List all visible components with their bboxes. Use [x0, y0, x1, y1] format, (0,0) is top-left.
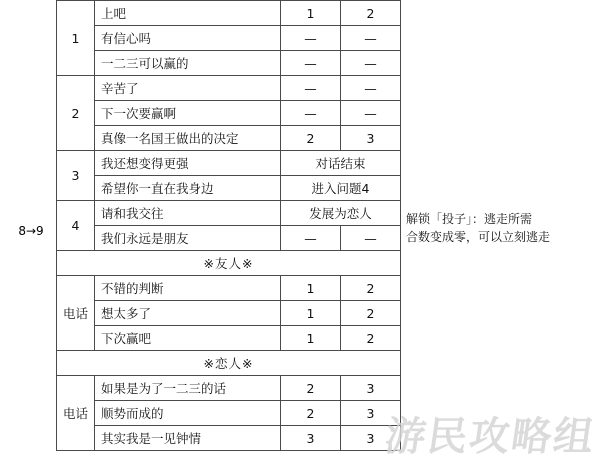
dialogue-options-table: [56, 0, 401, 451]
table-row: [57, 376, 401, 401]
option-text: 下一次要赢啊: [95, 101, 281, 126]
table-row: [57, 126, 401, 151]
stage-range-label: 8→9: [18, 224, 44, 238]
option-text: 真像一名国王做出的决定: [95, 126, 281, 151]
group-label: 电话: [57, 276, 95, 351]
unlock-note-line-1: 解锁「投子」：逃走所需: [406, 212, 533, 226]
value-cell: 2: [281, 376, 341, 401]
option-text: 不错的判断: [95, 276, 281, 301]
value-cell: 3: [341, 401, 401, 426]
dialogue-options-table-wrapper: [56, 0, 400, 451]
table-row: [57, 101, 401, 126]
value-cell: 2: [281, 126, 341, 151]
section-label: ※友人※: [57, 251, 401, 276]
table-row: [57, 326, 401, 351]
table-row: [57, 151, 401, 176]
section-label: ※恋人※: [57, 351, 401, 376]
value-cell: 1: [281, 1, 341, 26]
value-cell: —: [341, 101, 401, 126]
result-text: 发展为恋人: [281, 201, 401, 226]
table-row: [57, 26, 401, 51]
value-cell: —: [281, 76, 341, 101]
option-text: 一二三可以赢的: [95, 51, 281, 76]
group-label: 3: [57, 151, 95, 201]
result-text: 进入问题4: [281, 176, 401, 201]
value-cell: 1: [281, 326, 341, 351]
group-label: 4: [57, 201, 95, 251]
value-cell: 2: [341, 276, 401, 301]
value-cell: —: [341, 26, 401, 51]
value-cell: 2: [341, 326, 401, 351]
option-text: 我还想变得更强: [95, 151, 281, 176]
table-row: [57, 201, 401, 226]
option-text: 上吧: [95, 1, 281, 26]
value-cell: 3: [341, 376, 401, 401]
option-text: 如果是为了一二三的话: [95, 376, 281, 401]
table-row: [57, 426, 401, 451]
table-row: [57, 76, 401, 101]
value-cell: —: [341, 226, 401, 251]
value-cell: —: [281, 51, 341, 76]
option-text: 辛苦了: [95, 76, 281, 101]
option-text: 下次赢吧: [95, 326, 281, 351]
table-row: [57, 226, 401, 251]
option-text: 希望你一直在我身边: [95, 176, 281, 201]
unlock-note: [406, 210, 594, 246]
value-cell: 3: [341, 126, 401, 151]
option-text: 其实我是一见钟情: [95, 426, 281, 451]
option-text: 想太多了: [95, 301, 281, 326]
option-text: 有信心吗: [95, 26, 281, 51]
section-row: [57, 251, 401, 276]
table-row: [57, 301, 401, 326]
value-cell: —: [281, 26, 341, 51]
result-text: 对话结束: [281, 151, 401, 176]
section-row: [57, 351, 401, 376]
value-cell: —: [281, 101, 341, 126]
table-body: [57, 1, 401, 451]
table-row: [57, 51, 401, 76]
group-label: 电话: [57, 376, 95, 451]
value-cell: 2: [341, 1, 401, 26]
option-text: 顺势而成的: [95, 401, 281, 426]
value-cell: 2: [341, 301, 401, 326]
value-cell: 3: [341, 426, 401, 451]
value-cell: 3: [281, 426, 341, 451]
table-row: [57, 176, 401, 201]
value-cell: —: [341, 51, 401, 76]
value-cell: 2: [281, 401, 341, 426]
value-cell: 1: [281, 301, 341, 326]
group-label: 1: [57, 1, 95, 76]
value-cell: —: [341, 76, 401, 101]
table-row: [57, 1, 401, 26]
group-label: 2: [57, 76, 95, 151]
option-text: 我们永远是朋友: [95, 226, 281, 251]
table-row: [57, 401, 401, 426]
value-cell: —: [281, 226, 341, 251]
unlock-note-line-2: 合数变成零，可以立刻逃走: [406, 230, 551, 244]
option-text: 请和我交往: [95, 201, 281, 226]
table-row: [57, 276, 401, 301]
watermark: 游民攻略组: [382, 414, 599, 460]
value-cell: 1: [281, 276, 341, 301]
